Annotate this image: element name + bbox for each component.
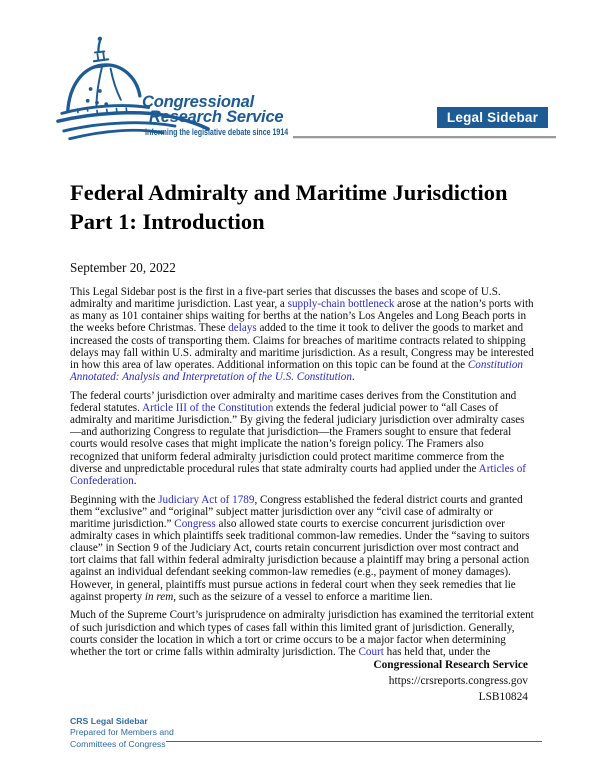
- inline-link[interactable]: Article III of the Constitution: [142, 401, 274, 414]
- footer-prepared-line1: Prepared for Members and: [70, 727, 174, 738]
- inline-link[interactable]: Judiciary Act of 1789: [158, 493, 255, 506]
- header-divider: [293, 136, 556, 139]
- footer-prepared-line2: Committees of Congress: [70, 738, 166, 749]
- crs-wordmark: [142, 95, 283, 124]
- crs-wordmark-line1: Congressional: [142, 93, 255, 111]
- italic-text: in rem: [144, 590, 174, 603]
- page-title-line1: Federal Admiralty and Maritime Jurisdiction: [70, 180, 508, 205]
- crs-tagline: Informing the legislative debate since 1914: [145, 127, 289, 137]
- legal-sidebar-badge: Legal Sidebar: [437, 107, 548, 128]
- text-run: .: [133, 474, 137, 487]
- text-run: extends the federal judicial power to “all Cases of admiralty and maritime Jurisdiction.” By giving the federal judiciary jurisdiction over admiralty cases—and authorizing Congress to regulate that jurisdiction—the Framers sought to ensure that federal courts would resolve cases that might implicate the nation’s foreign policy. The Framers also recognized that uniform federal admiralty jurisdiction could protect maritime commerce from the diverse and unpredictable procedural rules that state admiralty courts had applied under the: [70, 401, 525, 475]
- crs-wordmark-line2: Research Service: [149, 107, 284, 126]
- inline-link[interactable]: supply-chain bottleneck: [287, 298, 395, 311]
- paragraph: [70, 609, 534, 658]
- text-run: added to the time it took to deliver the goods to market and increased the costs of transporting them. Claims for breaches of maritime contracts related to shipping delays may fall within U.S. admiralty and maritime jurisdiction. As a result, Congress may be interested in how this area of law operates. Additional information on this topic can be found at the: [70, 322, 534, 371]
- footer-divider: [166, 741, 542, 743]
- page-title: [70, 179, 545, 236]
- text-run: has held that, under the: [383, 645, 491, 658]
- footer-doc-id: LSB10824: [478, 691, 528, 704]
- footer-url[interactable]: https://crsreports.congress.gov: [388, 675, 528, 688]
- inline-link[interactable]: delays: [228, 322, 257, 335]
- text-run: , such as the seizure of a vessel to enforce a maritime lien.: [173, 590, 433, 603]
- inline-link[interactable]: Articles of Confederation: [70, 462, 526, 487]
- paragraph: [70, 494, 534, 603]
- text-run: This Legal Sidebar post is the first in a five-part series that discusses the bases and scope of U.S. admiralty and maritime jurisdiction. Last year, a: [70, 286, 501, 311]
- paragraph: [70, 390, 534, 487]
- text-run: also allowed state courts to exercise concurrent jurisdiction over admiralty cases in which plaintiffs seek traditional common-law remedies. Under the “saving to suitors clause” in Section 9 of the Judiciary Act, courts retain concurrent jurisdiction over most contract and tort claims that fall within federal admiralty jurisdiction because a plaintiff may bring a personal action against an individual defendant seeking common-law remedies (e.g., payment of money damages). However, in general, plaintiffs must pursue actions in federal court when they seek remedies that lie against property: [70, 517, 530, 603]
- article-body: [70, 286, 534, 665]
- text-run: , Congress established the federal district courts and granted them “exclusive” and “original” subject matter jurisdiction over any “civil case of admiralty or maritime jurisdiction.”: [70, 493, 523, 530]
- paragraph: [70, 286, 534, 383]
- text-run: The federal courts’ jurisdiction over admiralty and maritime cases derives from the Constitution and federal statutes.: [70, 389, 517, 414]
- publication-date: September 20, 2022: [70, 260, 176, 275]
- footer-sidebar-label: CRS Legal Sidebar: [70, 716, 148, 726]
- inline-link[interactable]: Congress: [174, 517, 216, 530]
- text-run: .: [351, 371, 355, 384]
- text-run: arose at the nation’s ports with as many as 101 container ships waiting for berths at the nation’s Los Angeles and Long Beach ports in the weeks before Christmas. These: [70, 298, 534, 335]
- inline-link[interactable]: Constitution Annotated: Analysis and Interpretation of the U.S. Constitution: [70, 358, 523, 384]
- footer-brand: [70, 716, 174, 750]
- page-title-line2: Part 1: Introduction: [70, 208, 265, 234]
- footer-org-name: Congressional Research Service: [373, 659, 528, 671]
- text-run: Much of the Supreme Court’s jurisprudence on admiralty jurisdiction has examined the territorial extent of such jurisdiction and which types of cases fall within this limited grant of jurisdiction. Generally, courts consider the location in which a tort or crime occurs to be a major factor when determining whether the tort or crime falls within admiralty jurisdiction. The: [70, 609, 534, 658]
- text-run: Beginning with the: [70, 493, 159, 506]
- inline-link[interactable]: Court: [358, 645, 384, 658]
- footer-citation: [373, 657, 528, 706]
